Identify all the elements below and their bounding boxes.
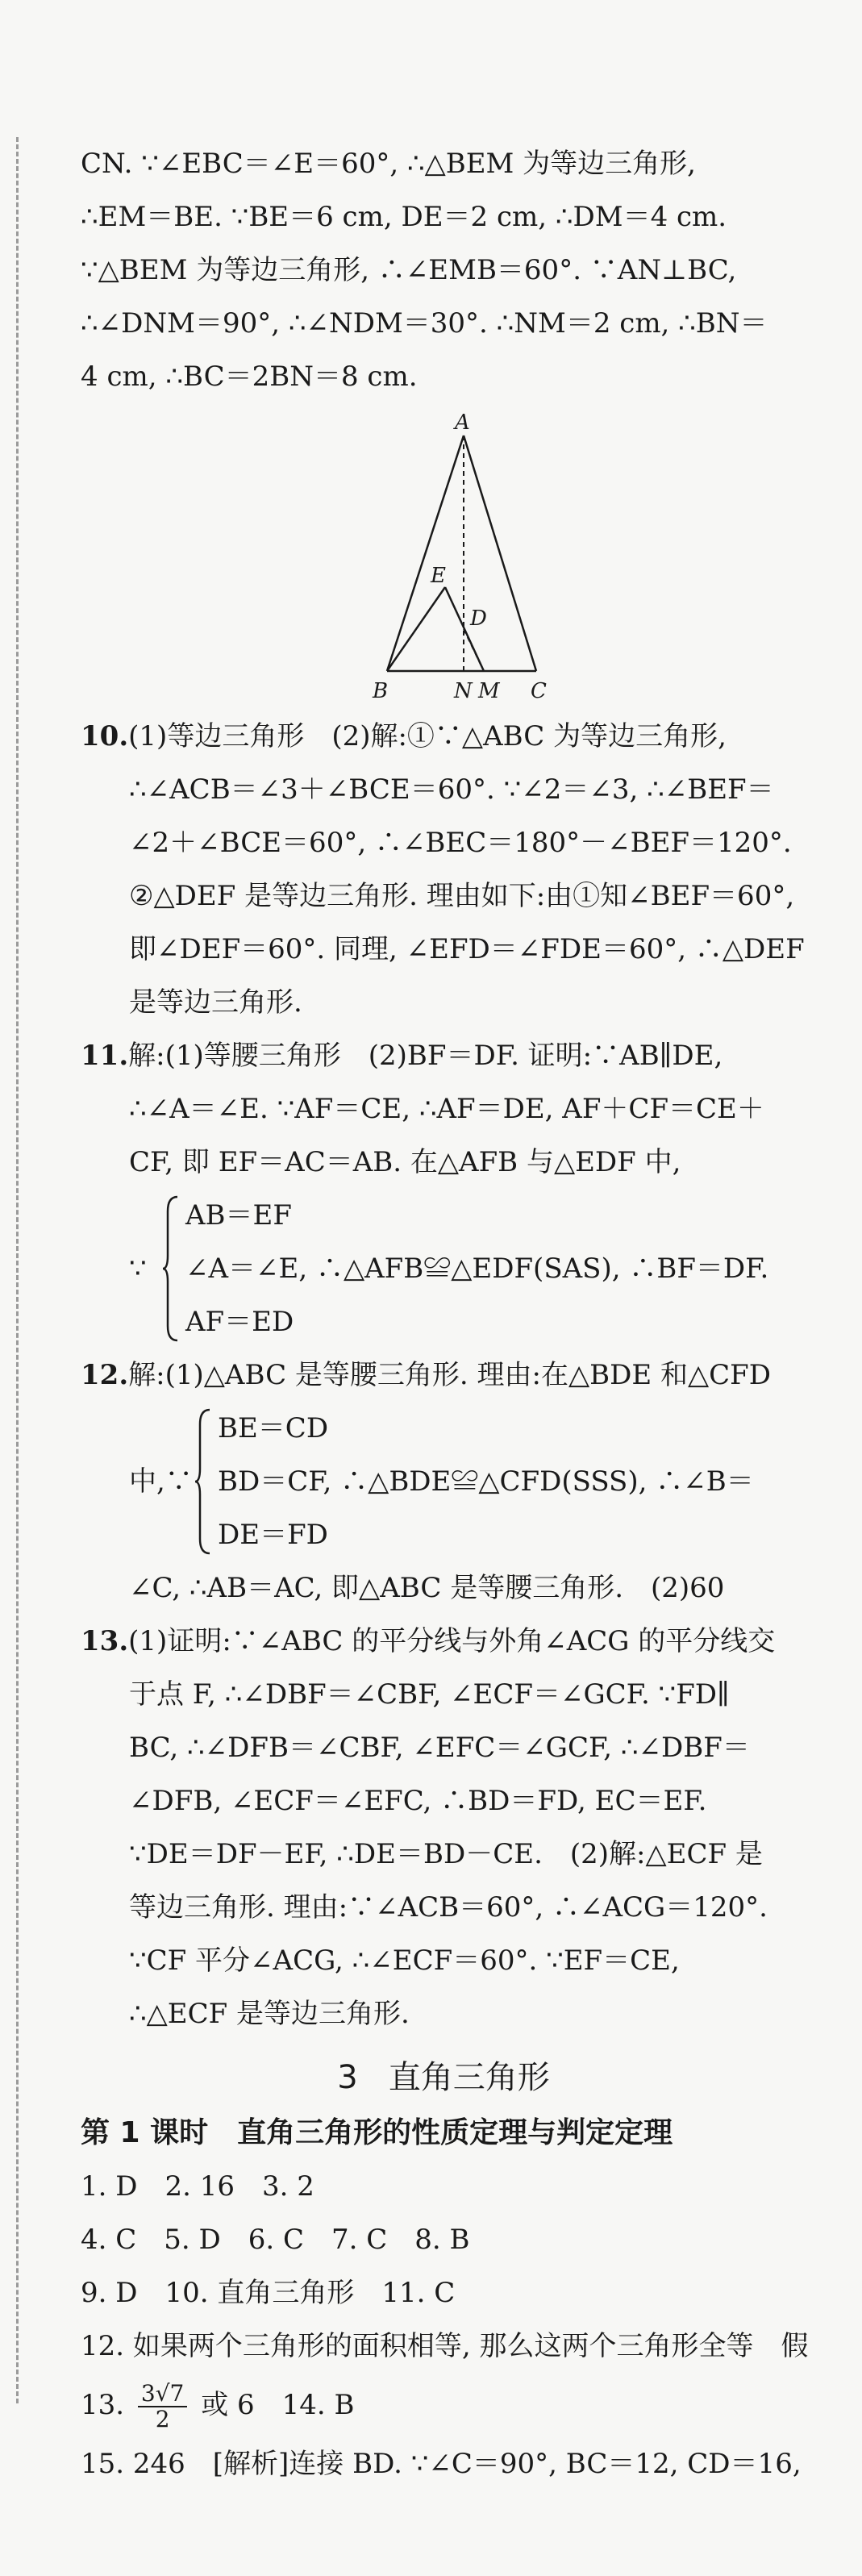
text-line: BE＝CD <box>218 1412 329 1444</box>
geometry-figure <box>81 403 806 710</box>
text-line: BC, ∴∠DFB＝∠CBF, ∠EFC＝∠GCF, ∴∠DBF＝ <box>129 1732 750 1764</box>
label-E: E <box>431 564 446 588</box>
text-line: 于点 F, ∴∠DBF＝∠CBF, ∠ECF＝∠GCF. ∵FD∥ <box>129 1678 730 1711</box>
because-symbol: ∵ <box>129 1253 147 1285</box>
line-text: 解:(1)△ABC 是等腰三角形. 理由:在△BDE 和△CFD <box>128 1359 772 1391</box>
because-symbol: 中,∵ <box>129 1465 193 1498</box>
section-heading <box>81 2049 806 2107</box>
answer-line <box>81 2373 806 2437</box>
text-line: ∵CF 平分∠ACG, ∴∠ECF＝60°. ∵EF＝CE, <box>129 1945 680 1977</box>
answer-line: 15. 246 [解析]连接 BD. ∵∠C＝90°, BC＝12, CD＝16, <box>81 2448 802 2480</box>
label-N: N <box>454 679 473 703</box>
label-M: M <box>478 679 500 703</box>
equation-system <box>81 1402 806 1561</box>
answer-line: 12. 如果两个三角形的面积相等, 那么这两个三角形全等 假 <box>81 2330 809 2362</box>
text-line <box>81 1029 806 1082</box>
text-line <box>81 1615 806 1668</box>
section-title: 直角三角形 <box>388 2059 550 2096</box>
text-line: 即∠DEF＝60°. 同理, ∠EFD＝∠FDE＝60°, ∴△DEF <box>129 933 805 965</box>
left-brace-icon <box>161 1195 179 1342</box>
line-text: (1)证明:∵∠ABC 的平分线与外角∠ACG 的平分线交 <box>128 1625 776 1657</box>
text-line: DE＝FD <box>218 1519 328 1551</box>
text-line: ∵△BEM 为等边三角形, ∴∠EMB＝60°. ∵AN⊥BC, <box>81 254 737 286</box>
text-line: ∴∠A＝∠E. ∵AF＝CE, ∴AF＝DE, AF＋CF＝CE＋ <box>129 1093 764 1125</box>
label-C: C <box>531 679 547 703</box>
answer-line: 1. D 2. 16 3. 2 <box>81 2170 314 2203</box>
text-line: ∵DE＝DF－EF, ∴DE＝BD－CE. (2)解:△ECF 是 <box>129 1838 763 1870</box>
fraction-denominator: 2 <box>155 2406 170 2432</box>
question-11 <box>81 1029 806 1348</box>
question-number: 13. <box>81 2389 125 2421</box>
text-line: ∴△ECF 是等边三角形. <box>129 1998 410 2030</box>
text-line: ②△DEF 是等边三角形. 理由如下:由①知∠BEF＝60°, <box>129 880 795 912</box>
text-line: AF＝ED <box>185 1306 294 1338</box>
question-number: 11. <box>81 1040 129 1072</box>
question-12 <box>81 1348 806 1615</box>
question-number: 12. <box>81 1359 129 1391</box>
text-line: ∴∠ACB＝∠3＋∠BCE＝60°. ∵∠2＝∠3, ∴∠BEF＝ <box>129 773 774 806</box>
text-line <box>81 710 806 763</box>
fraction-numerator: 3√7 <box>138 2382 187 2407</box>
question-number: 10. <box>81 720 129 752</box>
question-10 <box>81 710 806 1029</box>
text-line <box>81 1348 806 1402</box>
answer-line: 9. D 10. 直角三角形 11. C <box>81 2277 456 2309</box>
text-line: ∠DFB, ∠ECF＝∠EFC, ∴BD＝FD, EC＝EF. <box>129 1785 707 1817</box>
fraction <box>138 2382 187 2432</box>
text-line: BD＝CF, ∴△BDE≌△CFD(SSS), ∴∠B＝ <box>218 1465 754 1498</box>
label-D: D <box>470 606 487 631</box>
text-line: ∴∠DNM＝90°, ∴∠NDM＝30°. ∴NM＝2 cm, ∴BN＝ <box>81 307 768 340</box>
label-A: A <box>455 411 470 435</box>
page-content <box>81 137 809 2491</box>
text-line: 等边三角形. 理由:∵∠ACB＝60°, ∴∠ACG＝120°. <box>129 1891 768 1924</box>
answer-line: 4. C 5. D 6. C 7. C 8. B <box>81 2224 470 2256</box>
lesson-heading: 第 1 课时 直角三角形的性质定理与判定定理 <box>81 2116 673 2149</box>
text-line: ∠A＝∠E, ∴△AFB≌△EDF(SAS), ∴BF＝DF. <box>185 1253 769 1285</box>
text-line: AB＝EF <box>185 1199 292 1232</box>
line-text: (1)等边三角形 (2)解:①∵△ABC 为等边三角形, <box>128 720 727 752</box>
line-text: 解:(1)等腰三角形 (2)BF＝DF. 证明:∵AB∥DE, <box>128 1040 723 1072</box>
text-line: 4 cm, ∴BC＝2BN＝8 cm. <box>81 361 418 393</box>
text-line: 是等边三角形. <box>129 986 302 1019</box>
system-lines <box>218 1402 754 1561</box>
line-text: 或 6 14. B <box>201 2389 355 2421</box>
question-13 <box>81 1615 806 2040</box>
text-line: ∠2＋∠BCE＝60°, ∴∠BEC＝180°－∠BEF＝120°. <box>129 827 792 859</box>
text-line: CN. ∵∠EBC＝∠E＝60°, ∴△BEM 为等边三角形, <box>81 148 696 180</box>
text-line: ∴EM＝BE. ∵BE＝6 cm, DE＝2 cm, ∴DM＝4 cm. <box>81 201 727 233</box>
question-number: 13. <box>81 1625 129 1657</box>
left-brace-icon <box>194 1408 211 1555</box>
text-line: CF, 即 EF＝AC＝AB. 在△AFB 与△EDF 中, <box>129 1146 681 1178</box>
system-lines <box>185 1189 768 1348</box>
dashed-margin-rule <box>16 137 19 2403</box>
triangle-diagram <box>363 411 573 710</box>
text-line: ∠C, ∴AB＝AC, 即△ABC 是等腰三角形. (2)60 <box>129 1572 725 1604</box>
equation-system <box>81 1189 806 1348</box>
label-B: B <box>373 679 389 703</box>
section-number: 3 <box>337 2059 358 2096</box>
